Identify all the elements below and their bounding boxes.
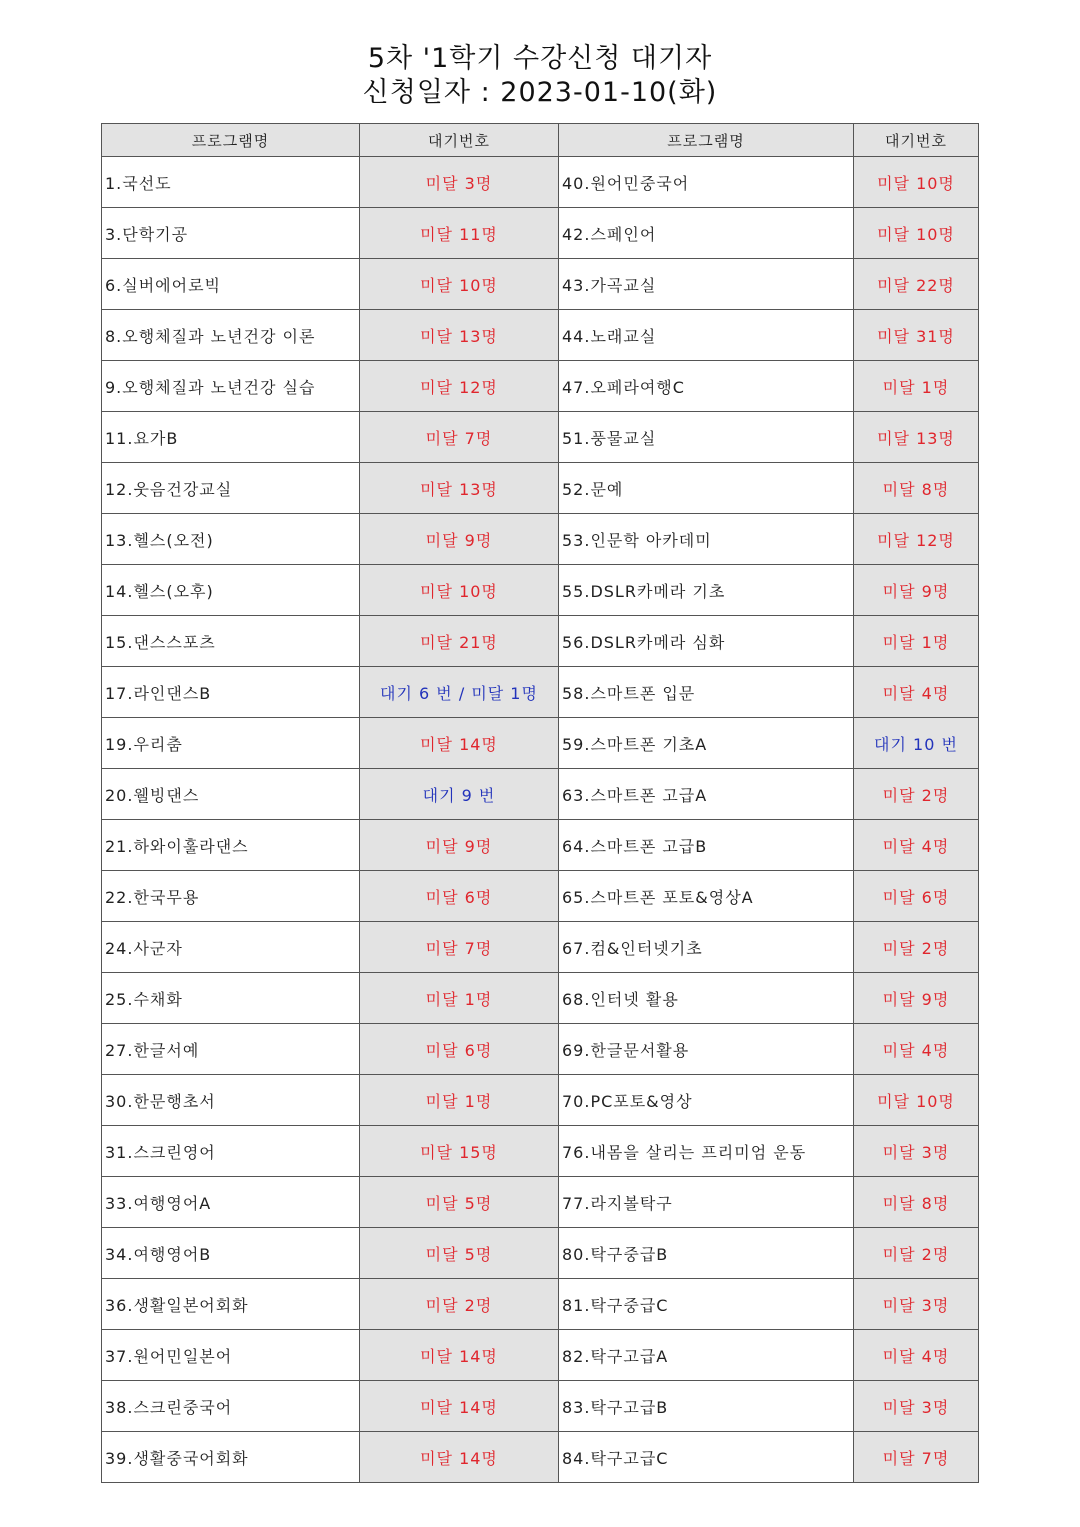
table-row: [102, 871, 979, 922]
table-row: [102, 1024, 979, 1075]
program-name-cell: 1.국선도: [102, 157, 360, 208]
program-name-cell: 51.풍물교실: [559, 412, 854, 463]
wait-status-cell: 미달 4명: [854, 1330, 979, 1381]
program-name-cell: 38.스크린중국어: [102, 1381, 360, 1432]
program-name-cell: 40.원어민중국어: [559, 157, 854, 208]
wait-status-cell: 미달 3명: [854, 1279, 979, 1330]
program-name-cell: 55.DSLR카메라 기초: [559, 565, 854, 616]
wait-status-cell: 미달 15명: [360, 1126, 559, 1177]
program-name-cell: 9.오행체질과 노년건강 실습: [102, 361, 360, 412]
header-program-name-left: 프로그램명: [102, 124, 360, 157]
table-row: [102, 667, 979, 718]
table-row: [102, 1177, 979, 1228]
program-name-cell: 63.스마트폰 고급A: [559, 769, 854, 820]
wait-status-cell: 대기 6 번 / 미달 1명: [360, 667, 559, 718]
wait-status-cell: 미달 6명: [854, 871, 979, 922]
table-row: [102, 616, 979, 667]
wait-status-cell: 미달 8명: [854, 463, 979, 514]
wait-status-cell: 대기 9 번: [360, 769, 559, 820]
wait-status-cell: 미달 4명: [854, 1024, 979, 1075]
table-row: [102, 820, 979, 871]
wait-status-cell: 미달 21명: [360, 616, 559, 667]
table-row: [102, 769, 979, 820]
wait-status-cell: 미달 1명: [854, 616, 979, 667]
table-row: [102, 1126, 979, 1177]
table-header-row: [102, 124, 979, 157]
program-name-cell: 21.하와이훌라댄스: [102, 820, 360, 871]
wait-status-cell: 미달 1명: [854, 361, 979, 412]
wait-status-cell: 미달 1명: [360, 973, 559, 1024]
program-name-cell: 65.스마트폰 포토&영상A: [559, 871, 854, 922]
program-name-cell: 80.탁구중급B: [559, 1228, 854, 1279]
program-name-cell: 3.단학기공: [102, 208, 360, 259]
program-name-cell: 31.스크린영어: [102, 1126, 360, 1177]
table-row: [102, 1075, 979, 1126]
wait-status-cell: 미달 5명: [360, 1228, 559, 1279]
header-wait-number-right: 대기번호: [854, 124, 979, 157]
wait-status-cell: 미달 10명: [854, 208, 979, 259]
program-name-cell: 68.인터넷 활용: [559, 973, 854, 1024]
table-row: [102, 310, 979, 361]
program-name-cell: 52.문예: [559, 463, 854, 514]
wait-status-cell: 미달 14명: [360, 1381, 559, 1432]
wait-status-cell: 미달 13명: [360, 310, 559, 361]
wait-status-cell: 미달 12명: [854, 514, 979, 565]
program-name-cell: 53.인문학 아카데미: [559, 514, 854, 565]
program-name-cell: 13.헬스(오전): [102, 514, 360, 565]
program-name-cell: 42.스페인어: [559, 208, 854, 259]
header-program-name-right: 프로그램명: [559, 124, 854, 157]
program-name-cell: 17.라인댄스B: [102, 667, 360, 718]
program-name-cell: 83.탁구고급B: [559, 1381, 854, 1432]
program-name-cell: 20.웰빙댄스: [102, 769, 360, 820]
table-row: [102, 718, 979, 769]
wait-status-cell: 미달 14명: [360, 1330, 559, 1381]
wait-status-cell: 미달 3명: [854, 1126, 979, 1177]
program-name-cell: 14.헬스(오후): [102, 565, 360, 616]
table-row: [102, 1432, 979, 1483]
program-name-cell: 33.여행영어A: [102, 1177, 360, 1228]
wait-status-cell: 미달 2명: [360, 1279, 559, 1330]
wait-status-cell: 미달 11명: [360, 208, 559, 259]
program-name-cell: 44.노래교실: [559, 310, 854, 361]
wait-status-cell: 미달 2명: [854, 1228, 979, 1279]
document-title: 5차 '1학기 수강신청 대기자: [367, 43, 713, 74]
program-name-cell: 59.스마트폰 기초A: [559, 718, 854, 769]
table-row: [102, 259, 979, 310]
table-row: [102, 412, 979, 463]
header-wait-number-left: 대기번호: [360, 124, 559, 157]
wait-status-cell: 미달 6명: [360, 871, 559, 922]
wait-status-cell: 미달 5명: [360, 1177, 559, 1228]
table-row: [102, 1330, 979, 1381]
wait-status-cell: 미달 3명: [854, 1381, 979, 1432]
wait-status-cell: 미달 13명: [360, 463, 559, 514]
application-date: 신청일자 : 2023-01-10(화): [362, 77, 718, 108]
wait-status-cell: 미달 7명: [360, 922, 559, 973]
program-name-cell: 8.오행체질과 노년건강 이론: [102, 310, 360, 361]
table-row: [102, 157, 979, 208]
wait-status-cell: 미달 14명: [360, 718, 559, 769]
program-name-cell: 36.생활일본어회화: [102, 1279, 360, 1330]
program-name-cell: 43.가곡교실: [559, 259, 854, 310]
wait-status-cell: 미달 9명: [854, 973, 979, 1024]
wait-status-cell: 미달 9명: [360, 820, 559, 871]
table-row: [102, 922, 979, 973]
program-name-cell: 11.요가B: [102, 412, 360, 463]
table-row: [102, 1381, 979, 1432]
wait-status-cell: 미달 1명: [360, 1075, 559, 1126]
table-row: [102, 514, 979, 565]
program-name-cell: 15.댄스스포츠: [102, 616, 360, 667]
wait-status-cell: 미달 13명: [854, 412, 979, 463]
program-name-cell: 39.생활중국어회화: [102, 1432, 360, 1483]
program-name-cell: 70.PC포토&영상: [559, 1075, 854, 1126]
wait-status-cell: 미달 8명: [854, 1177, 979, 1228]
wait-status-cell: 미달 2명: [854, 769, 979, 820]
program-name-cell: 67.컴&인터넷기초: [559, 922, 854, 973]
wait-status-cell: 미달 9명: [854, 565, 979, 616]
program-name-cell: 12.웃음건강교실: [102, 463, 360, 514]
wait-status-cell: 미달 10명: [854, 1075, 979, 1126]
table-row: [102, 565, 979, 616]
program-name-cell: 37.원어민일본어: [102, 1330, 360, 1381]
program-name-cell: 6.실버에어로빅: [102, 259, 360, 310]
wait-status-cell: 미달 2명: [854, 922, 979, 973]
program-name-cell: 24.사군자: [102, 922, 360, 973]
wait-status-cell: 미달 3명: [360, 157, 559, 208]
program-name-cell: 77.라지볼탁구: [559, 1177, 854, 1228]
program-name-cell: 82.탁구고급A: [559, 1330, 854, 1381]
wait-status-cell: 미달 4명: [854, 820, 979, 871]
wait-status-cell: 미달 12명: [360, 361, 559, 412]
program-name-cell: 64.스마트폰 고급B: [559, 820, 854, 871]
program-name-cell: 34.여행영어B: [102, 1228, 360, 1279]
wait-status-cell: 미달 10명: [360, 565, 559, 616]
program-name-cell: 25.수채화: [102, 973, 360, 1024]
program-name-cell: 47.오페라여행C: [559, 361, 854, 412]
wait-status-cell: 미달 10명: [854, 157, 979, 208]
table-row: [102, 973, 979, 1024]
program-name-cell: 19.우리춤: [102, 718, 360, 769]
table-row: [102, 361, 979, 412]
wait-status-cell: 미달 7명: [854, 1432, 979, 1483]
program-name-cell: 84.탁구고급C: [559, 1432, 854, 1483]
program-name-cell: 22.한국무용: [102, 871, 360, 922]
waitlist-table: [101, 123, 979, 1483]
table-row: [102, 1228, 979, 1279]
program-name-cell: 81.탁구중급C: [559, 1279, 854, 1330]
program-name-cell: 27.한글서예: [102, 1024, 360, 1075]
program-name-cell: 30.한문행초서: [102, 1075, 360, 1126]
wait-status-cell: 미달 7명: [360, 412, 559, 463]
table-row: [102, 463, 979, 514]
wait-status-cell: 대기 10 번: [854, 718, 979, 769]
table-row: [102, 208, 979, 259]
program-name-cell: 56.DSLR카메라 심화: [559, 616, 854, 667]
wait-status-cell: 미달 22명: [854, 259, 979, 310]
wait-status-cell: 미달 14명: [360, 1432, 559, 1483]
program-name-cell: 76.내몸을 살리는 프리미엄 운동: [559, 1126, 854, 1177]
wait-status-cell: 미달 4명: [854, 667, 979, 718]
program-name-cell: 58.스마트폰 입문: [559, 667, 854, 718]
wait-status-cell: 미달 6명: [360, 1024, 559, 1075]
wait-status-cell: 미달 31명: [854, 310, 979, 361]
table-row: [102, 1279, 979, 1330]
wait-status-cell: 미달 9명: [360, 514, 559, 565]
program-name-cell: 69.한글문서활용: [559, 1024, 854, 1075]
wait-status-cell: 미달 10명: [360, 259, 559, 310]
